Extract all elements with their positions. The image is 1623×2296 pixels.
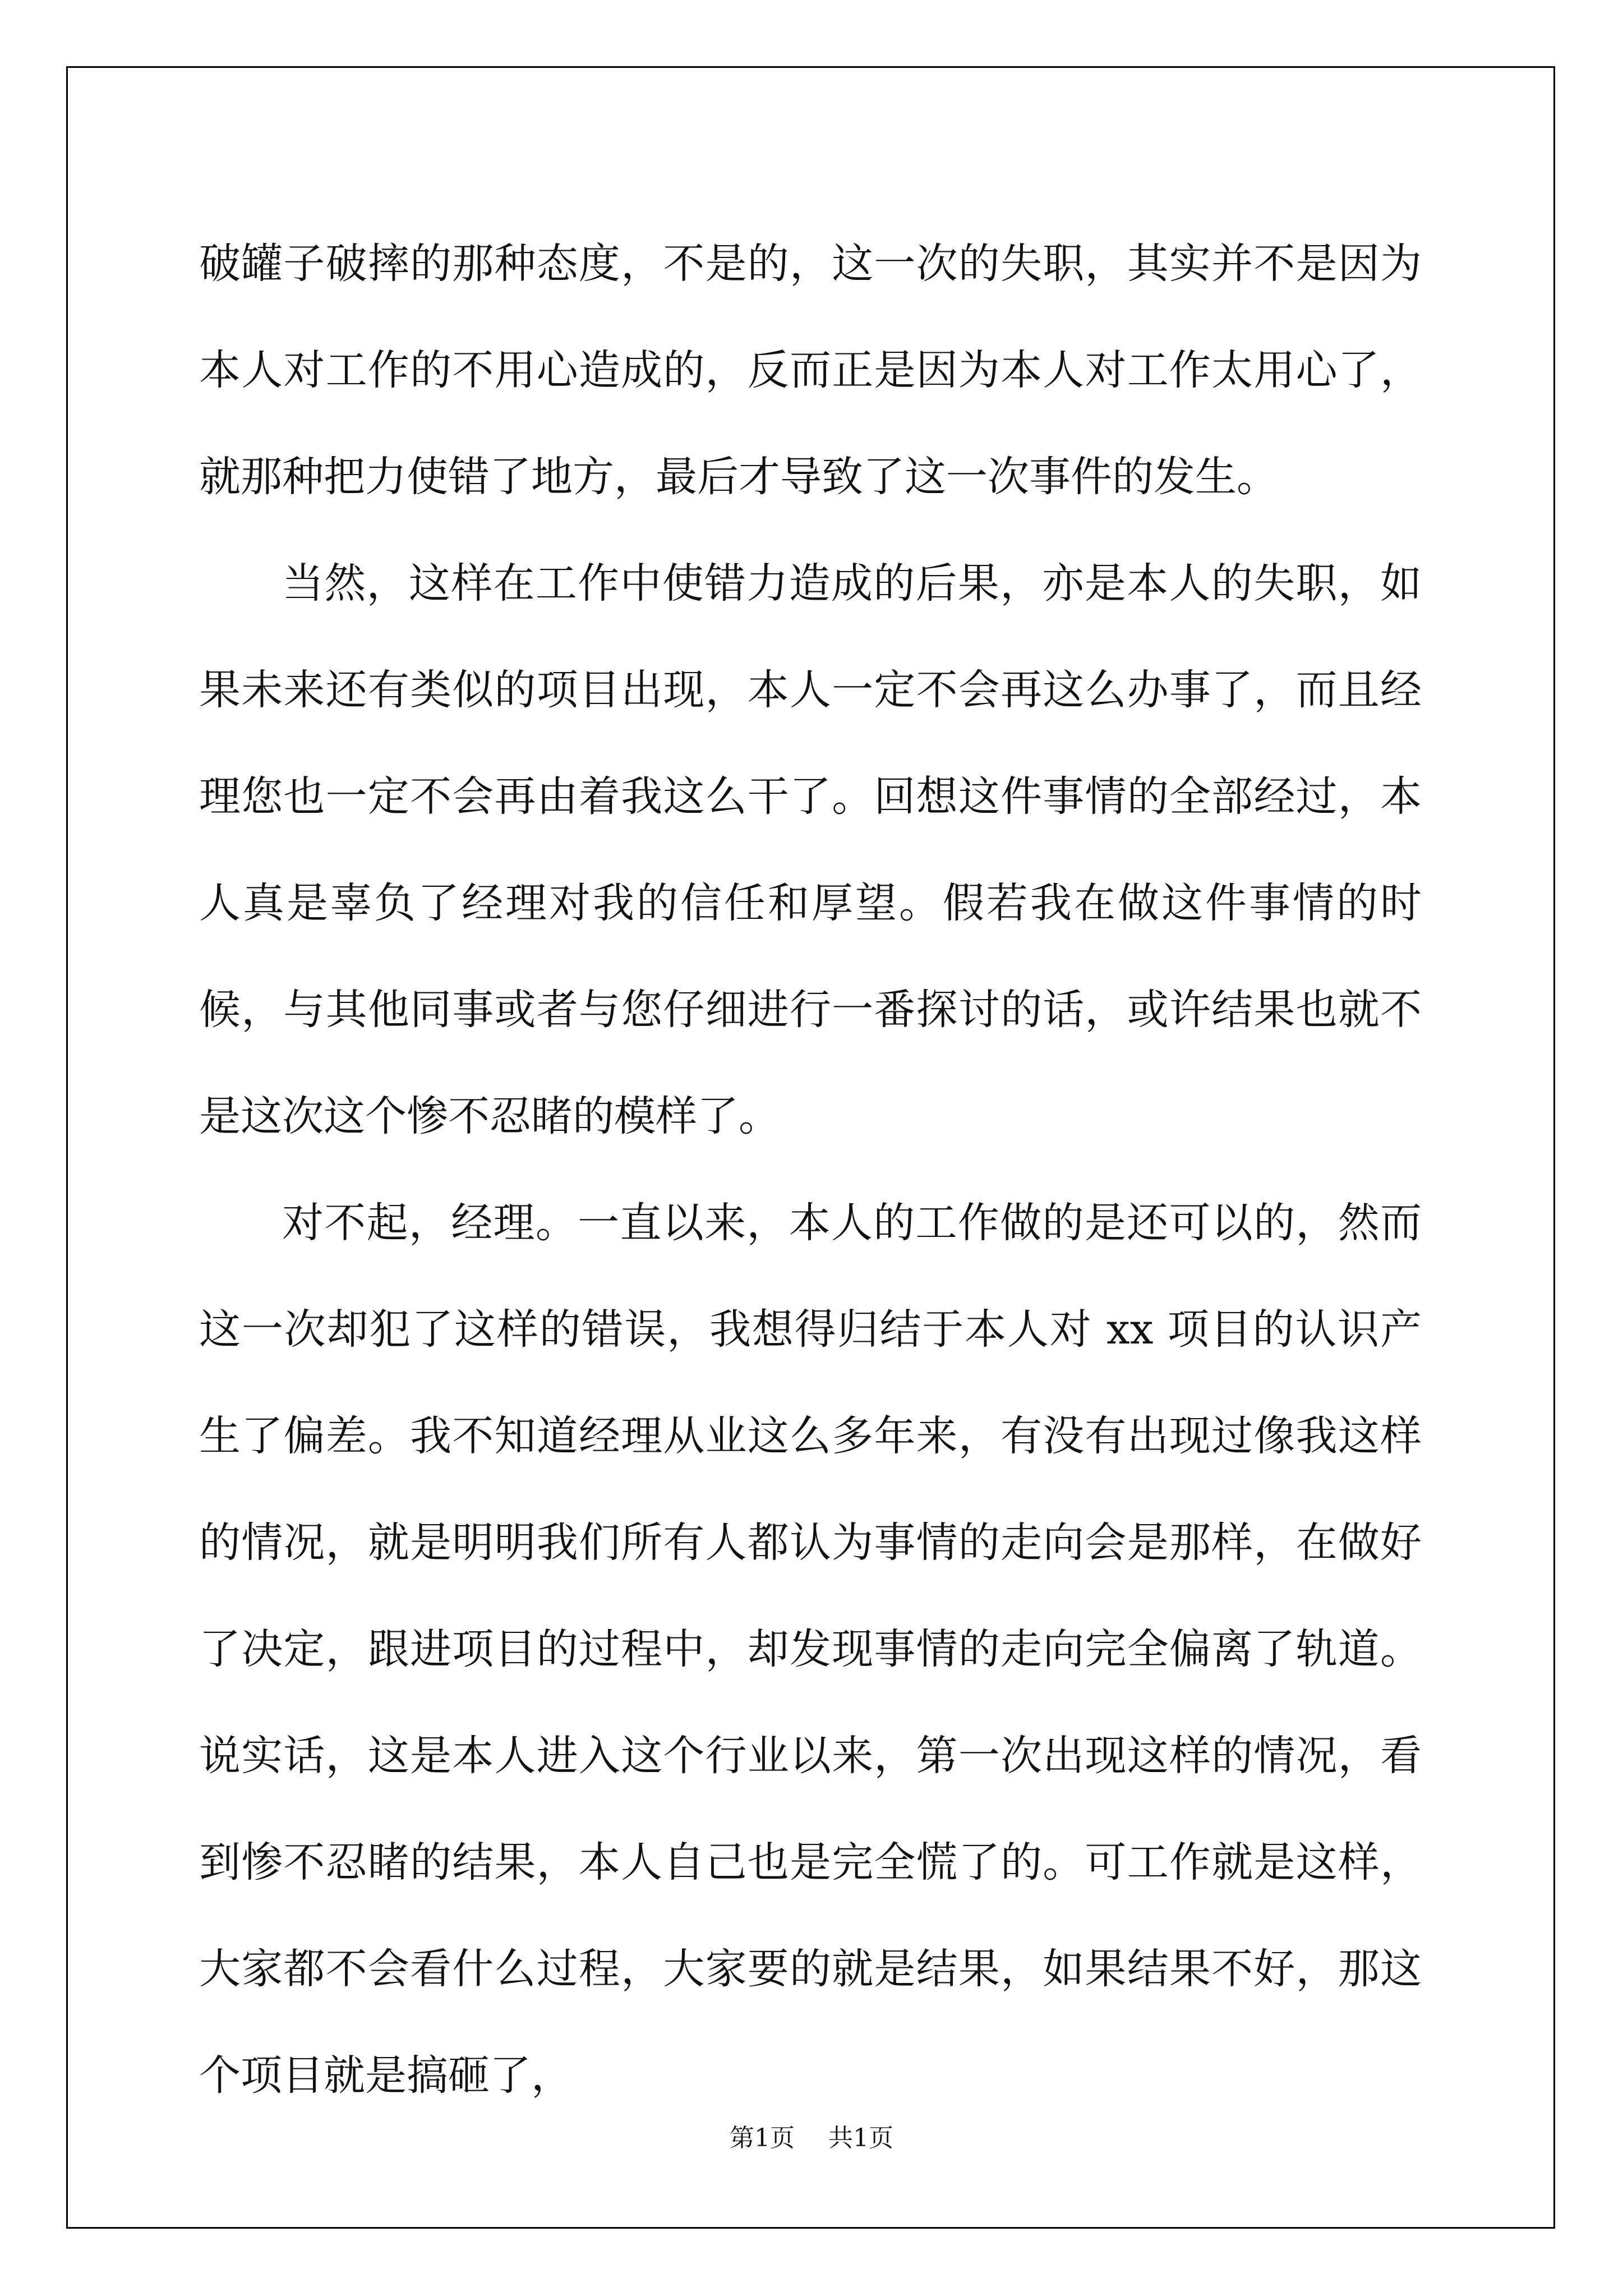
paragraph-1: 破罐子破摔的那种态度，不是的，这一次的失职，其实并不是因为本人对工作的不用心造成的，反而正是因为本人对工作太用心了，就那种把力使错了地方，最后才导致了这一次事件的发生。: [199, 240, 1422, 501]
page-number-total: 共1页: [828, 2124, 893, 2152]
page-footer: [0, 2122, 1623, 2155]
document-body: [199, 210, 1422, 2129]
paragraph-2: 当然，这样在工作中使错力造成的后果，亦是本人的失职，如果未来还有类似的项目出现，本人一定不会再这么办事了，而且经理您也一定不会再由着我这么干了。回想这件事情的全部经过，本人真是辜负了经理对我的信任和厚望。假若我在做这件事情的时候，与其他同事或者与您仔细进行一番探讨的话，或许结果也就不是这次这个惨不忍睹的模样了。: [199, 559, 1422, 1140]
page-number-current: 第1页: [730, 2124, 795, 2152]
paragraph-3: 对不起，经理。一直以来，本人的工作做的是还可以的，然而这一次却犯了这样的错误，我想得归结于本人对 xx 项目的认识产生了偏差。我不知道经理从业这么多年来，有没有出现过像我这样的情况，就是明明我们所有人都认为事情的走向会是那样，在做好了决定，跟进项目的过程中，却发现事情的走向完全偏离了轨道。说实话，这是本人进入这个行业以来，第一次出现这样的情况，看到惨不忍睹的结果，本人自己也是完全慌了的。可工作就是这样，大家都不会看什么过程，大家要的就是结果，如果结果不好，那这个项目就是搞砸了，: [199, 1199, 1422, 2100]
